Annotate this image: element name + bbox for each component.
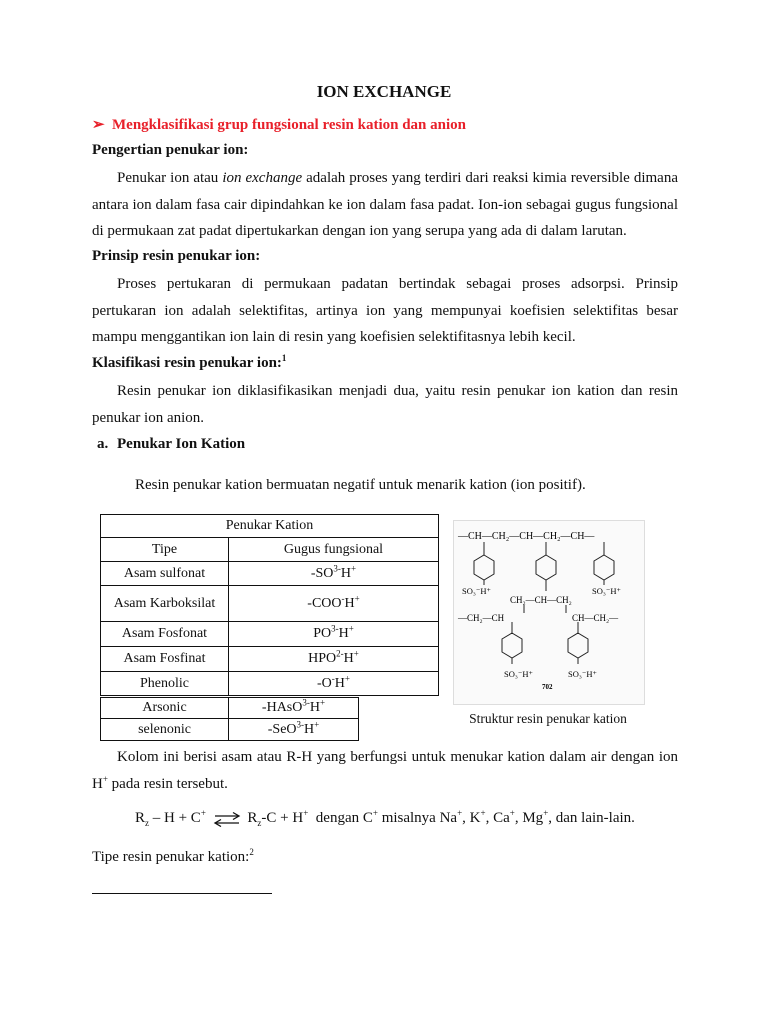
heading-pengertian: Pengertian penukar ion: [92,142,249,158]
heading-penukar-ion-kation: a. Penukar Ion Kation [97,436,246,452]
sulfonate-group-label: SO₃⁻H⁺ [462,586,491,596]
table-caption-row [101,515,439,538]
table-row: Asam sulfonat $-SO^{3-}H^+$ [101,562,439,586]
arrow-bullet-icon: ➢ [92,117,105,133]
table-row: Arsonic -HAsO$^{3-}$H+ [101,698,359,719]
polymer-chain-lower-left: —CH₂—CH [458,613,505,623]
polymer-chain-lower-right: CH—CH₂— [572,613,619,623]
objective-text: Mengklasifikasi grup fungsional resin kation dan anion [112,117,466,133]
paragraph-klasifikasi: Resin penukar ion diklasifikasikan menjadi dua, yaitu resin penukar ion kation dan resin penukar ion anion. [92,383,678,426]
table-header-row [101,538,439,562]
sulfonate-group-label: SO₃⁻H⁺ [504,669,533,679]
figure-number: 702 [542,683,553,691]
footnote-ref-1: 1 [281,353,287,363]
table-row: Phenolic -O-H+ [101,672,439,696]
page-title: ION EXCHANGE [316,82,452,101]
sulfonate-group-label: SO₃⁻H⁺ [592,586,621,596]
tipe-resin-line: Tipe resin penukar kation:$^2$ [92,847,254,865]
table-caption: Penukar Kation [101,515,439,538]
cation-table [100,514,439,696]
table-row: selenonic -SeO$^{3-}$H+ [101,719,359,741]
resin-structure-drawing [454,521,644,704]
equilibrium-arrows-icon [212,811,242,827]
column-header: Gugus fungsional [229,538,439,562]
exchange-equation: $R_z - H + C^+$ $R_z-C + H^+$ dengan C+ misalnya Na+, K+, Ca+, Mg+, dan lain-lain. [135,808,635,828]
ion-exchange-term: ion exchange [222,170,303,186]
gugus-cell: -COO-H+ [229,586,439,622]
paragraph-kolom: Kolom ini berisi asam atau R-H yang berfungsi untuk menukar kation dalam air dengan ion H+ pada resin tersebut. [92,749,678,792]
intro-kation: Resin penukar kation bermuatan negatif untuk menarik kation (ion positif). [135,477,586,493]
heading-klasifikasi: Klasifikasi resin penukar ion:$^1$ [92,353,287,371]
gugus-cell: -HAsO$^{3-}$H+ [229,698,359,719]
table-row: Asam Karboksilat -COO-H+ [101,586,439,622]
paragraph-pengertian: Penukar ion atau ion exchange adalah proses yang terdiri dari reaksi kimia reversible dimana antara ion dalam fasa cair dipindahkan ke ion dalam fasa padat. Ion-ion sebagai gugus fungsional di permukaan zat padat dipertukarkan dengan ion yang serupa yang ada di dalam larutan. [92,170,678,239]
gugus-cell: $PO^{3-}H^+$ [229,622,439,647]
gugus-cell: -SeO$^{3-}$H+ [229,719,359,741]
polymer-chain-middle: CH₂—CH—CH₂ [510,595,572,605]
figure-caption: Struktur resin penukar kation [469,711,627,726]
column-header: Tipe [101,538,229,562]
paragraph-prinsip: Proses pertukaran di permukaan padatan bertindak sebagai proses adsorpsi. Prinsip pertukaran ion adalah selektifitas, artinya ion yang mempunyai koefisien selektifitas besar mampu menggantikan ion lain di resin yang koefisien selektifitasnya lebih kecil. [92,276,678,345]
table-row: Asam Fosfinat $HPO^{2-}H^+$ [101,647,439,672]
sulfonate-group-label: SO₃⁻H⁺ [568,669,597,679]
polymer-chain-top: —CH—CH₂—CH—CH₂—CH— [458,531,595,542]
heading-prinsip: Prinsip resin penukar ion: [92,248,261,264]
footnote-separator [92,893,272,894]
resin-structure-figure [453,520,645,705]
table-row: Asam Fosfonat $PO^{3-}H^+$ [101,622,439,647]
gugus-cell: $-SO^{3-}H^+$ [229,562,439,586]
gugus-cell: -O-H+ [229,672,439,696]
cation-table-continued [100,697,359,741]
objective-item [92,115,466,134]
footnote-ref-2: 2 [249,847,254,857]
gugus-cell: $HPO^{2-}H^+$ [229,647,439,672]
